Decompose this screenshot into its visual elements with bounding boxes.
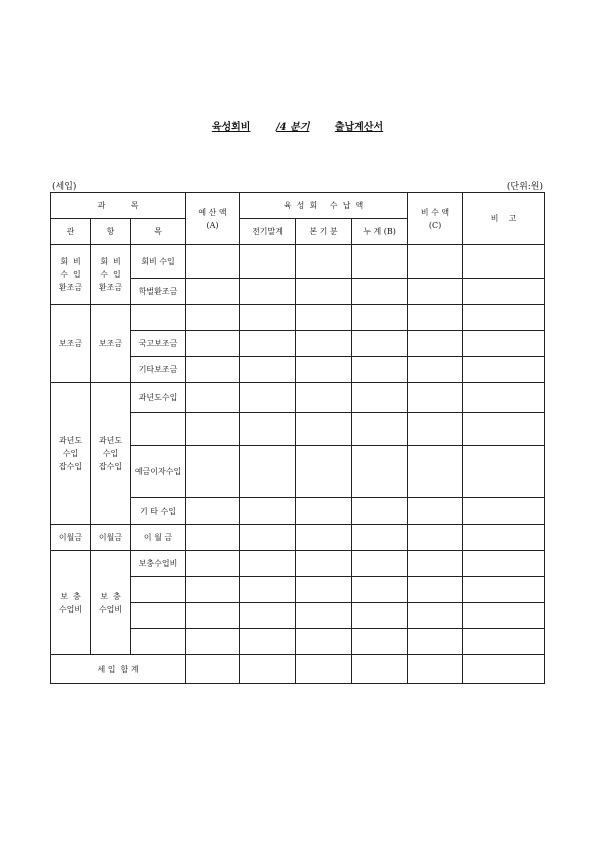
- g2-mok-2: 국고보조금: [131, 331, 186, 357]
- cell: [463, 655, 545, 684]
- cell: [296, 498, 352, 525]
- cell: [408, 655, 463, 684]
- header-collection: 육 성 회 수 납 액: [240, 193, 408, 219]
- g3-mok-2: [131, 413, 186, 446]
- cell: [296, 413, 352, 446]
- cell: [352, 383, 408, 413]
- cell: [408, 279, 463, 305]
- header-remarks: 비 고: [463, 193, 545, 245]
- cell: [240, 498, 296, 525]
- cell: [463, 305, 545, 331]
- g4-hang: 이월금: [91, 525, 131, 551]
- cell: [408, 525, 463, 551]
- cell: [463, 413, 545, 446]
- header-gwamok: 과 목: [51, 193, 186, 219]
- g3-hang-l1: 과년도: [98, 436, 123, 445]
- header-ratio-line1: 비 수 액: [420, 207, 450, 217]
- document-title: [0, 118, 595, 133]
- cell: [352, 413, 408, 446]
- g3-gwan-l3: 잡수입: [58, 462, 83, 471]
- g1-hang-l1: 회 비: [100, 257, 121, 266]
- g3-gwan: [51, 383, 91, 525]
- cell: [463, 383, 545, 413]
- g3-gwan-l2: 수입: [62, 449, 79, 458]
- g5-gwan-l1: 보 충: [60, 591, 81, 601]
- total-label: 세 입 합 계: [51, 655, 186, 684]
- cell: [240, 603, 296, 629]
- g1-gwan-l2: 수 입: [60, 270, 81, 279]
- g1-mok-1: 회비 수입: [131, 245, 186, 279]
- cell: [240, 331, 296, 357]
- cell: [463, 331, 545, 357]
- cell: [408, 383, 463, 413]
- header-ratio: [408, 193, 463, 245]
- cell: [352, 446, 408, 498]
- cell: [296, 331, 352, 357]
- cell: [408, 446, 463, 498]
- g1-gwan-l3: 환조금: [58, 283, 83, 292]
- g5-hang-l2: 수업비: [98, 604, 123, 614]
- cell: [463, 577, 545, 603]
- cell: [463, 498, 545, 525]
- cell: [463, 525, 545, 551]
- cell: [296, 655, 352, 684]
- unit-label: (단위:원): [506, 182, 543, 192]
- cell: [240, 551, 296, 577]
- cell: [408, 498, 463, 525]
- cell: [186, 525, 240, 551]
- g4-mok: 이 월 금: [131, 525, 186, 551]
- cell: [296, 383, 352, 413]
- cell: [296, 279, 352, 305]
- cell: [352, 577, 408, 603]
- header-hang: 항: [91, 219, 131, 245]
- cell: [352, 245, 408, 279]
- cell: [186, 629, 240, 655]
- g1-hang: [91, 245, 131, 305]
- cell: [186, 245, 240, 279]
- cell: [240, 446, 296, 498]
- g5-mok-2: [131, 577, 186, 603]
- title-part-1: 육성회비: [211, 122, 251, 133]
- header-prev-total: 전기말계: [240, 219, 296, 245]
- header-ratio-line2: (C): [428, 220, 442, 230]
- cell: [240, 629, 296, 655]
- cell: [352, 305, 408, 331]
- cell: [186, 413, 240, 446]
- g1-hang-l3: 환조금: [98, 283, 123, 292]
- g1-mok-2: 학벌환조금: [131, 279, 186, 305]
- cell: [408, 357, 463, 383]
- cell: [240, 245, 296, 279]
- g1-hang-l2: 수 입: [100, 270, 121, 279]
- cell: [352, 655, 408, 684]
- cell: [352, 603, 408, 629]
- cell: [463, 603, 545, 629]
- title-part-3: 출납계산서: [334, 122, 384, 133]
- cell: [408, 331, 463, 357]
- cell: [408, 629, 463, 655]
- cell: [186, 305, 240, 331]
- cell: [186, 603, 240, 629]
- cell: [296, 245, 352, 279]
- cell: [352, 279, 408, 305]
- cell: [296, 603, 352, 629]
- header-budget-line2: (A): [206, 220, 219, 230]
- cell: [240, 279, 296, 305]
- g5-gwan: [51, 551, 91, 655]
- cell: [463, 245, 545, 279]
- cell: [186, 383, 240, 413]
- ledger-table: [50, 192, 545, 684]
- cell: [240, 525, 296, 551]
- cell: [186, 498, 240, 525]
- g3-gwan-l1: 과년도: [58, 436, 83, 445]
- cell: [186, 551, 240, 577]
- cell: [296, 525, 352, 551]
- cell: [186, 577, 240, 603]
- g3-hang-l3: 잡수입: [98, 462, 123, 471]
- cell: [296, 629, 352, 655]
- g4-gwan: 이월금: [51, 525, 91, 551]
- cell: [240, 383, 296, 413]
- g3-hang: [91, 383, 131, 525]
- cell: [408, 577, 463, 603]
- header-gwan: 관: [51, 219, 91, 245]
- cell: [186, 331, 240, 357]
- cell: [240, 357, 296, 383]
- g5-mok-3: [131, 603, 186, 629]
- g2-gwan: 보조금: [51, 305, 91, 383]
- g3-mok-4: 기 타 수입: [131, 498, 186, 525]
- cell: [240, 655, 296, 684]
- g3-hang-l2: 수입: [102, 449, 119, 458]
- g1-gwan: [51, 245, 91, 305]
- header-cumulative: 누 계 (B): [352, 219, 408, 245]
- cell: [186, 279, 240, 305]
- g2-mok-1: [131, 305, 186, 331]
- cell: [408, 551, 463, 577]
- cell: [186, 655, 240, 684]
- g2-hang: 보조금: [91, 305, 131, 383]
- cell: [240, 305, 296, 331]
- cell: [186, 357, 240, 383]
- cell: [463, 279, 545, 305]
- title-part-2: /4 분기: [275, 122, 310, 133]
- header-budget-line1: 예 산 액: [198, 207, 227, 217]
- g1-gwan-l1: 회 비: [60, 257, 81, 266]
- cell: [408, 245, 463, 279]
- cell: [463, 551, 545, 577]
- cell: [463, 357, 545, 383]
- cell: [352, 525, 408, 551]
- cell: [352, 629, 408, 655]
- g5-hang-l1: 보 충: [100, 591, 121, 601]
- cell: [352, 331, 408, 357]
- cell: [408, 603, 463, 629]
- header-budget: [186, 193, 240, 245]
- g5-mok-1: 보충수업비: [131, 551, 186, 577]
- cell: [296, 577, 352, 603]
- cell: [408, 413, 463, 446]
- cell: [240, 577, 296, 603]
- g5-gwan-l2: 수업비: [58, 604, 83, 614]
- cell: [240, 413, 296, 446]
- g3-mok-3: 예금이자수입: [131, 446, 186, 498]
- cell: [352, 357, 408, 383]
- cell: [408, 305, 463, 331]
- cell: [186, 446, 240, 498]
- cell: [296, 305, 352, 331]
- cell: [463, 446, 545, 498]
- cell: [352, 498, 408, 525]
- g3-mok-1: 과년도수입: [131, 383, 186, 413]
- g5-mok-4: [131, 629, 186, 655]
- cell: [296, 551, 352, 577]
- g5-hang: [91, 551, 131, 655]
- cell: [463, 629, 545, 655]
- cell: [296, 357, 352, 383]
- cell: [296, 446, 352, 498]
- section-label: (세입): [52, 182, 77, 192]
- cell: [352, 551, 408, 577]
- header-this-quarter: 본 기 분: [296, 219, 352, 245]
- header-mok: 목: [131, 219, 186, 245]
- g2-mok-3: 기타보조금: [131, 357, 186, 383]
